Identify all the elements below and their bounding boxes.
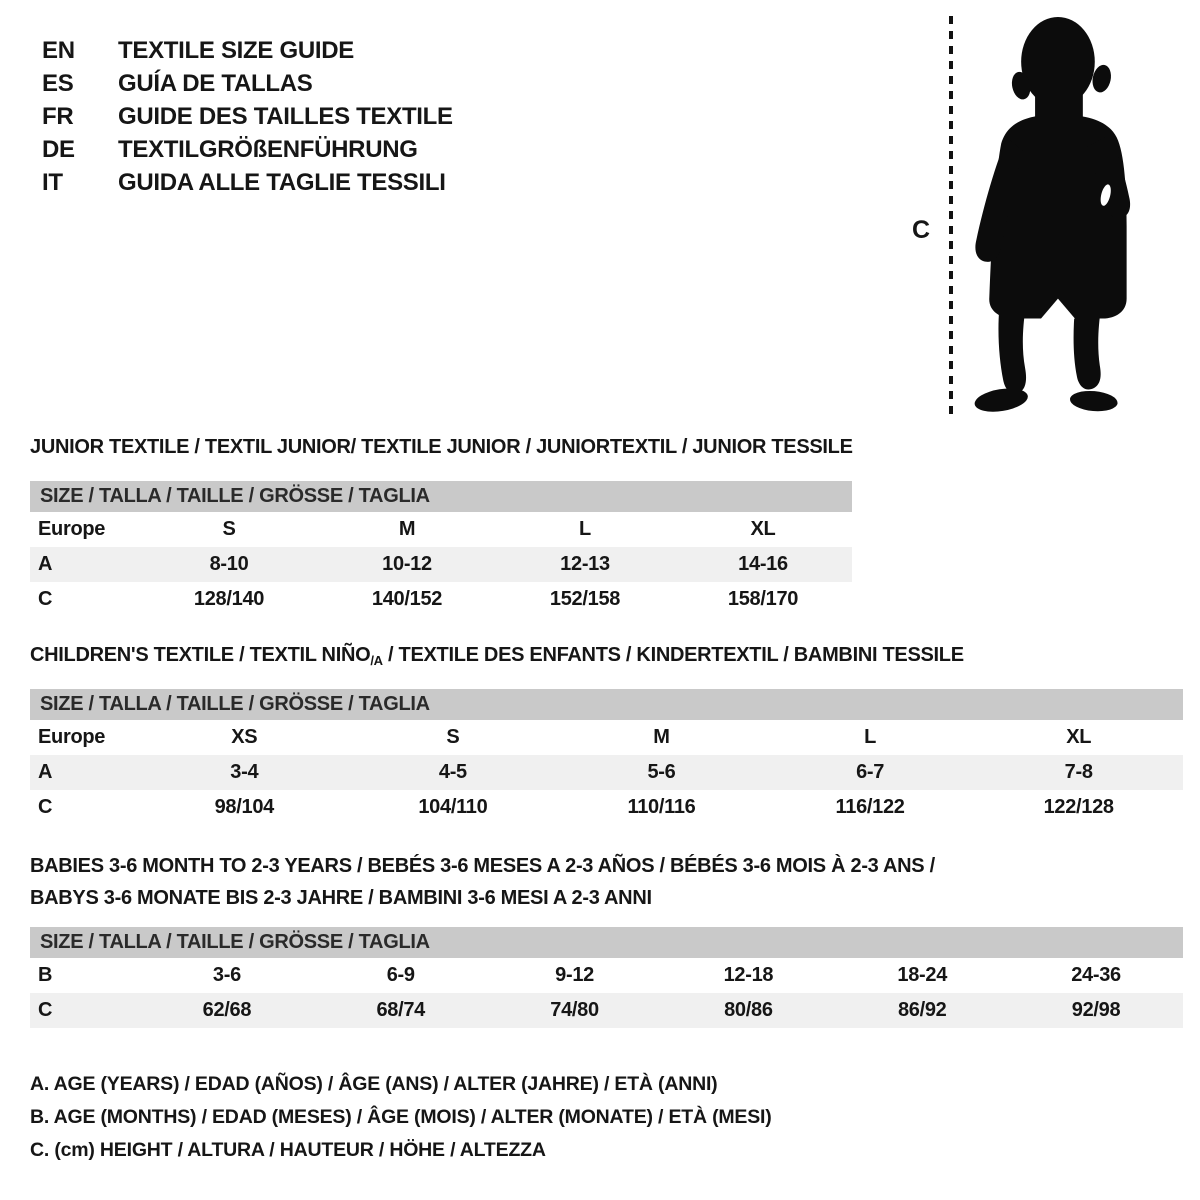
size-cell: 62/68 — [202, 999, 252, 1021]
lang-code-fr: FR — [42, 102, 74, 130]
lang-label-it: GUIDA ALLE TAGLIE TESSILI — [118, 168, 446, 196]
babies-size-header: SIZE / TALLA / TAILLE / GRÖSSE / TAGLIA — [30, 927, 1183, 958]
size-cell: 116/122 — [835, 796, 905, 818]
legend-line-b: B. AGE (MONTHS) / EDAD (MESES) / ÂGE (MOIS) / ALTER (MONATE) / ETÀ (MESI) — [30, 1106, 772, 1128]
table-row — [30, 720, 1183, 755]
size-cell: 3-4 — [230, 761, 259, 783]
right-leg — [1074, 309, 1101, 390]
size-cell: M — [398, 518, 416, 540]
babies-section-title — [30, 850, 935, 914]
left-leg — [998, 309, 1026, 394]
babies-title-line1: BABIES 3-6 MONTH TO 2-3 YEARS / BEBÉS 3-6 MESES A 2-3 AÑOS / BÉBÉS 3-6 MOIS À 2-3 ANS / — [30, 855, 935, 877]
size-cell: 9-12 — [555, 964, 594, 986]
legend-line-a: A. AGE (YEARS) / EDAD (AÑOS) / ÂGE (ANS) / ALTER (JAHRE) / ETÀ (ANNI) — [30, 1073, 718, 1095]
babies-size-table — [30, 927, 1183, 1028]
lang-code-es: ES — [42, 69, 74, 97]
row-label: A — [38, 761, 53, 783]
size-cell: 24-36 — [1071, 964, 1121, 986]
junior-size-header: SIZE / TALLA / TAILLE / GRÖSSE / TAGLIA — [30, 481, 852, 512]
table-row — [30, 547, 852, 582]
junior-section-title: JUNIOR TEXTILE / TEXTIL JUNIOR/ TEXTILE JUNIOR / JUNIORTEXTIL / JUNIOR TESSILE — [30, 436, 853, 458]
children-title-part1: CHILDREN'S TEXTILE / TEXTIL NIÑO — [30, 644, 371, 666]
dashed-line-graphic — [947, 16, 955, 418]
size-cell: 68/74 — [376, 999, 426, 1021]
size-cell: 104/110 — [418, 796, 488, 818]
size-cell: 14-16 — [738, 553, 788, 575]
size-cell: XS — [231, 726, 258, 748]
size-cell: 152/158 — [549, 588, 621, 610]
row-label: Europe — [38, 518, 106, 540]
size-cell: 8-10 — [209, 553, 249, 575]
language-header — [42, 34, 453, 199]
lang-label-fr: GUIDE DES TAILLES TEXTILE — [118, 102, 453, 130]
size-cell: 74/80 — [550, 999, 599, 1021]
table-row — [30, 790, 1183, 825]
size-cell: M — [653, 726, 670, 748]
size-cell: 18-24 — [897, 964, 948, 986]
size-cell: 12-13 — [560, 553, 610, 575]
baby-silhouette — [963, 12, 1138, 425]
size-cell: S — [446, 726, 460, 748]
legend-line-c: C. (cm) HEIGHT / ALTURA / HAUTEUR / HÖHE / ALTEZZA — [30, 1139, 546, 1161]
size-cell: 86/92 — [897, 999, 947, 1021]
row-label: B — [38, 964, 53, 986]
size-cell: 6-9 — [386, 964, 415, 986]
children-title-sub: /A — [370, 653, 383, 668]
size-cell: 98/104 — [214, 796, 274, 818]
lang-code-de: DE — [42, 135, 75, 163]
size-cell: 4-5 — [438, 761, 467, 783]
table-row — [30, 993, 1183, 1028]
size-cell: 7-8 — [1064, 761, 1093, 783]
lang-row-de — [42, 133, 453, 166]
row-label: C — [38, 999, 53, 1021]
lang-label-es: GUÍA DE TALLAS — [118, 69, 313, 97]
size-cell: 10-12 — [382, 553, 432, 575]
row-label: C — [38, 588, 53, 610]
table-row — [30, 512, 852, 547]
size-cell: 5-6 — [647, 761, 676, 783]
children-title-part2: / TEXTILE DES ENFANTS / KINDERTEXTIL / BAMBINI TESSILE — [382, 644, 964, 666]
table-row — [30, 582, 852, 617]
children-size-table — [30, 689, 1183, 825]
babies-title-line2: BABYS 3-6 MONATE BIS 2-3 JAHRE / BAMBINI 3-6 MESI A 2-3 ANNI — [30, 887, 652, 909]
table-row — [30, 958, 1183, 993]
size-cell: 128/140 — [193, 588, 265, 610]
baby-silhouette-graphic — [963, 12, 1138, 420]
table-row — [30, 755, 1183, 790]
size-cell: XL — [750, 518, 776, 540]
size-cell: L — [579, 518, 591, 540]
measure-label-c: C — [912, 216, 931, 244]
size-cell: 92/98 — [1071, 999, 1121, 1021]
lang-label-en: TEXTILE SIZE GUIDE — [118, 36, 354, 64]
lang-code-it: IT — [42, 168, 63, 196]
junior-size-table — [30, 481, 852, 617]
right-foot — [1069, 389, 1118, 413]
size-cell: 158/170 — [727, 588, 799, 610]
size-cell: 140/152 — [371, 588, 443, 610]
legend — [30, 1068, 772, 1167]
lang-row-es — [42, 67, 453, 100]
size-cell: L — [864, 726, 877, 748]
lang-row-en — [42, 34, 453, 67]
size-cell: XL — [1066, 726, 1092, 748]
size-cell: 12-18 — [723, 964, 774, 986]
height-measure-line — [947, 16, 955, 423]
lang-code-en: EN — [42, 36, 75, 64]
size-cell: 3-6 — [212, 964, 241, 986]
lang-row-fr — [42, 100, 453, 133]
size-cell: 6-7 — [856, 761, 885, 783]
row-label: C — [38, 796, 53, 818]
lang-label-de: TEXTILGRÖßENFÜHRUNG — [118, 135, 418, 163]
size-cell: 122/128 — [1043, 796, 1114, 818]
children-section-title — [30, 644, 964, 668]
size-cell: 110/116 — [627, 796, 696, 818]
children-size-header: SIZE / TALLA / TAILLE / GRÖSSE / TAGLIA — [30, 689, 1183, 720]
lang-row-it — [42, 166, 453, 199]
size-cell: S — [222, 518, 236, 540]
row-label: A — [38, 553, 53, 575]
row-label: Europe — [38, 726, 106, 748]
size-cell: 80/86 — [724, 999, 773, 1021]
